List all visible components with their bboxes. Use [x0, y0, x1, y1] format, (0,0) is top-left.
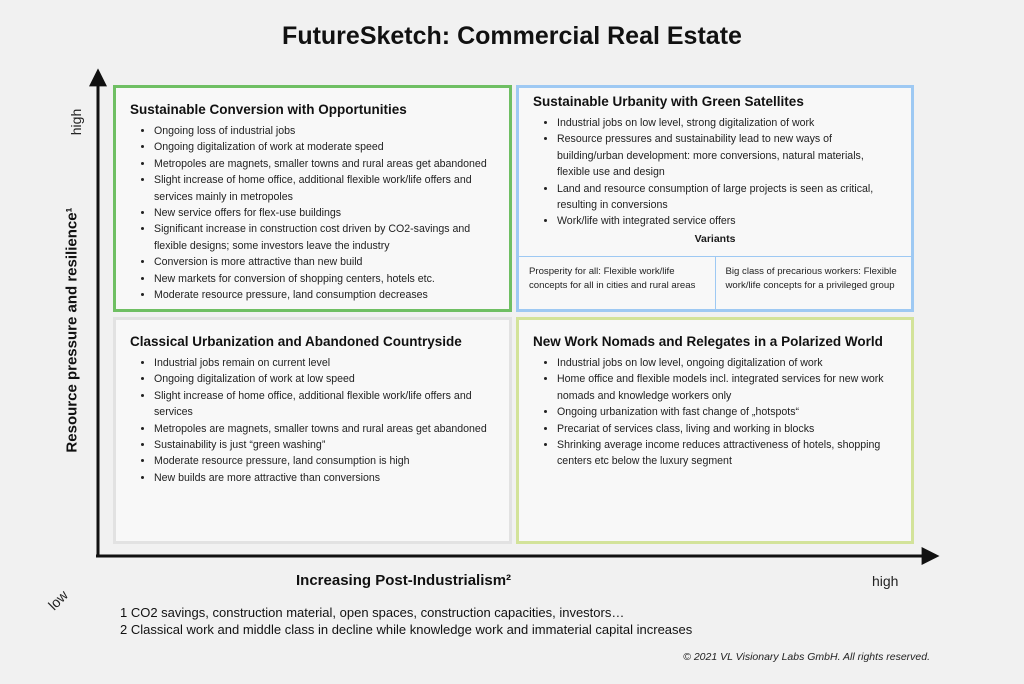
list-item: • Sustainability is just “green washing” [154, 437, 495, 453]
list-item: • Land and resource consumption of large projects is seen as critical, resulting in conversions [557, 181, 897, 214]
quadrant-new-work-nomads [516, 317, 914, 544]
quadrant-heading: Classical Urbanization and Abandoned Countryside [130, 334, 462, 349]
list-item: • Precariat of services class, living and working in blocks [557, 421, 897, 437]
quadrant-list [130, 123, 495, 303]
list-item: • Metropoles are magnets, smaller towns and rural areas get abandoned [154, 156, 495, 172]
list-item: • Resource pressures and sustainability lead to new ways of building/urban development: more conversions, natural materials, flexible use and design [557, 131, 897, 180]
list-item: • Ongoing loss of industrial jobs [154, 123, 495, 139]
list-item: • Moderate resource pressure, land consumption is high [154, 453, 495, 469]
variants-label: Variants [694, 232, 736, 245]
list-item: • Industrial jobs remain on current level [154, 355, 495, 371]
list-item: • Conversion is more attractive than new build [154, 254, 495, 270]
y-axis-high-label: high [68, 108, 84, 136]
list-item: • Ongoing digitalization of work at low speed [154, 371, 495, 387]
list-item: • Slight increase of home office, additional flexible work/life offers and services [154, 388, 495, 421]
quadrant-heading: Sustainable Urbanity with Green Satellites [533, 94, 804, 109]
list-item: • Ongoing urbanization with fast change of „hotspots“ [557, 404, 897, 420]
variant-precarious: Big class of precarious workers: Flexible work/life concepts for a privileged group [715, 257, 912, 309]
list-item: • New builds are more attractive than conversions [154, 470, 495, 486]
quadrant-sustainable-conversion [113, 85, 512, 312]
x-axis-label: Increasing Post-Industrialism² [296, 572, 512, 589]
x-axis-high-label: high [872, 573, 899, 589]
quadrant-heading: New Work Nomads and Relegates in a Polarized World [533, 334, 883, 349]
list-item: • Metropoles are magnets, smaller towns and rural areas get abandoned [154, 421, 495, 437]
quadrant-list [533, 115, 897, 230]
list-item: • Industrial jobs on low level, strong digitalization of work [557, 115, 897, 131]
axis-low-label: low [44, 586, 72, 614]
quadrant-sustainable-urbanity [516, 85, 914, 312]
list-item: • Slight increase of home office, additional flexible work/life offers and services mainly in metropoles [154, 172, 495, 205]
list-item: • Significant increase in construction cost driven by CO2-savings and flexible designs; some investors leave the industry [154, 221, 495, 254]
list-item: • Work/life with integrated service offers [557, 213, 897, 229]
quadrant-list [130, 355, 495, 486]
variants-row [519, 256, 911, 309]
footnote-1: 1 CO2 savings, construction material, open spaces, construction capacities, investors… [120, 605, 625, 620]
copyright-notice: © 2021 VL Visionary Labs GmbH. All rights reserved. [683, 651, 930, 663]
variant-prosperity: Prosperity for all: Flexible work/life concepts for all in cities and rural areas [529, 266, 696, 291]
page-title: FutureSketch: Commercial Real Estate [282, 22, 742, 50]
list-item: • New service offers for flex-use buildings [154, 205, 495, 221]
footnote-2: 2 Classical work and middle class in decline while knowledge work and immaterial capital increases [120, 622, 693, 637]
y-axis-label: Resource pressure and resilience¹ [63, 207, 81, 453]
footnotes [120, 604, 692, 638]
list-item: • Home office and flexible models incl. integrated services for new work nomads and knowledge workers only [557, 371, 897, 404]
quadrant-list [533, 355, 897, 470]
list-item: • New markets for conversion of shopping centers, hotels etc. [154, 271, 495, 287]
quadrant-heading: Sustainable Conversion with Opportunities [130, 102, 407, 117]
list-item: • Ongoing digitalization of work at moderate speed [154, 139, 495, 155]
list-item: • Shrinking average income reduces attractiveness of hotels, shopping centers etc below the luxury segment [557, 437, 897, 470]
list-item: • Industrial jobs on low level, ongoing digitalization of work [557, 355, 897, 371]
quadrant-classical-urbanization [113, 317, 512, 544]
list-item: • Moderate resource pressure, land consumption decreases [154, 287, 495, 303]
